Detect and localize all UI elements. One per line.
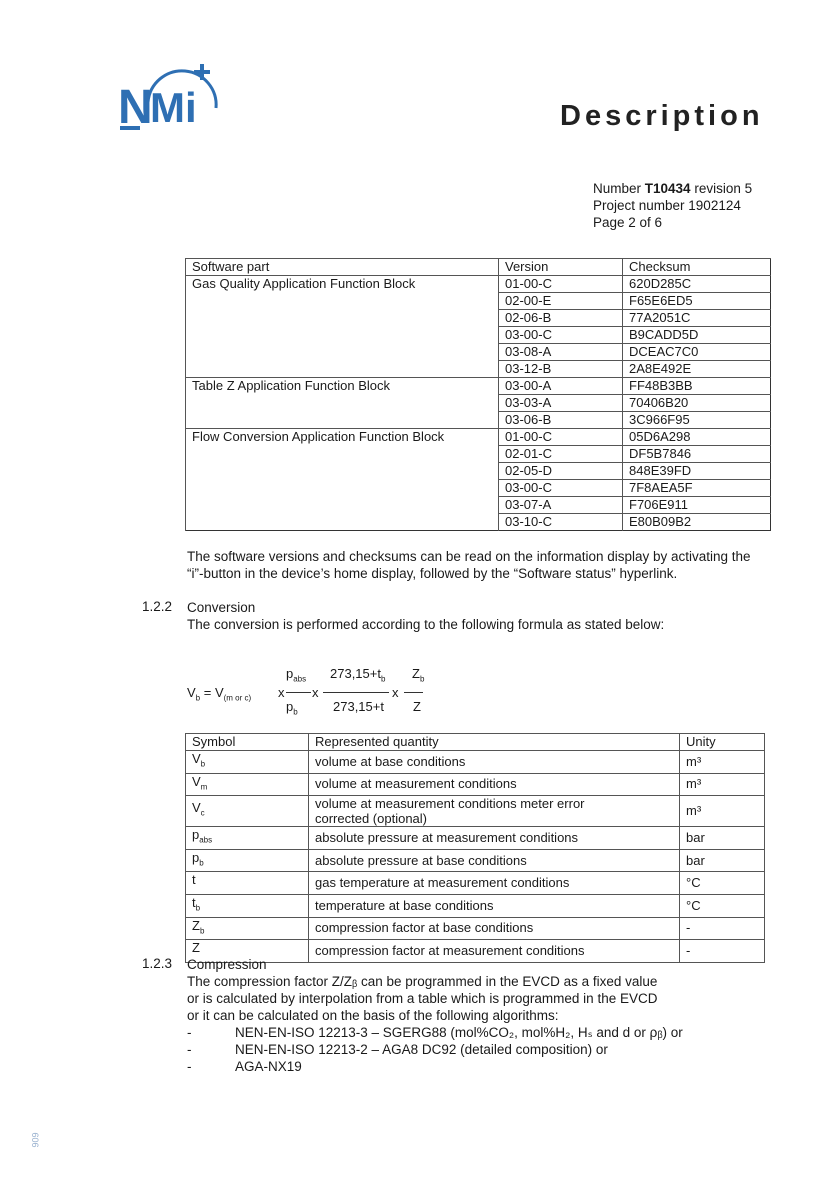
- symbol-table: [185, 733, 765, 963]
- table-row: [186, 276, 771, 293]
- version-cell: 03-00-C: [499, 480, 623, 497]
- checksum-cell: 70406B20: [623, 395, 771, 412]
- symbol-cell: $V_m$: [186, 773, 309, 796]
- table-row: [186, 872, 765, 895]
- version-cell: 02-05-D: [499, 463, 623, 480]
- table-row: [186, 894, 765, 917]
- software-part: Table Z Application Function Block: [186, 378, 499, 429]
- algorithm-list: [187, 1024, 747, 1075]
- software-note: The software versions and checksums can be read on the information display by activating the “i”-button in the device’s home display, followed by the “Software status” hyperlink.: [187, 549, 751, 581]
- checksum-cell: 848E39FD: [623, 463, 771, 480]
- table-row: [186, 429, 771, 446]
- quantity-cell: gas temperature at measurement conditions: [309, 872, 680, 895]
- quantity-cell: absolute pressure at measurement conditions: [309, 827, 680, 850]
- table-row: [186, 796, 765, 827]
- symbol-cell: $V_b$: [186, 751, 309, 774]
- unit-cell: -: [680, 940, 765, 963]
- checksum-cell: 7F8AEA5F: [623, 480, 771, 497]
- page-title: Description: [560, 100, 764, 132]
- column-header: Software part: [186, 259, 499, 276]
- quantity-cell: volume at measurement conditions: [309, 773, 680, 796]
- section-title-compression: Compression: [187, 957, 267, 972]
- conversion-text: The conversion is performed according to the following formula as stated below:: [187, 617, 665, 632]
- side-mark: 909: [30, 1132, 41, 1148]
- table-row: [186, 378, 771, 395]
- table-row: [186, 917, 765, 940]
- checksum-cell: 3C966F95: [623, 412, 771, 429]
- section-number-compression: 1.2.3: [142, 956, 173, 971]
- conversion-formula: [187, 665, 447, 715]
- section-number-conversion: 1.2.2: [142, 599, 173, 614]
- section-title-conversion: Conversion: [187, 600, 256, 615]
- version-cell: 03-00-C: [499, 327, 623, 344]
- logo-letters-mi: Mi: [150, 84, 197, 131]
- document-meta: [593, 180, 752, 231]
- logo-letter-n: N: [118, 81, 151, 134]
- checksum-cell: B9CADD5D: [623, 327, 771, 344]
- version-cell: 02-01-C: [499, 446, 623, 463]
- checksum-cell: DCEAC7C0: [623, 344, 771, 361]
- table-row: [186, 773, 765, 796]
- column-header: Unity: [680, 734, 765, 751]
- unit-cell: °C: [680, 894, 765, 917]
- unit-cell: bar: [680, 849, 765, 872]
- checksum-cell: E80B09B2: [623, 514, 771, 531]
- software-part: Gas Quality Application Function Block: [186, 276, 499, 378]
- revision: revision 5: [694, 181, 753, 196]
- table-header-row: [186, 259, 771, 276]
- formula-lhs: $V_b = V_{(m or c)}$: [187, 685, 252, 703]
- version-cell: 03-12-B: [499, 361, 623, 378]
- software-table: [185, 258, 771, 531]
- quantity-cell: temperature at base conditions: [309, 894, 680, 917]
- quantity-cell: volume at base conditions: [309, 751, 680, 774]
- formula-times-1: x: [278, 685, 285, 700]
- version-cell: 03-07-A: [499, 497, 623, 514]
- formula-denominator-2: 273,15+t: [333, 699, 384, 714]
- unit-cell: m³: [680, 796, 765, 827]
- checksum-cell: 620D285C: [623, 276, 771, 293]
- unit-cell: m³: [680, 751, 765, 774]
- version-cell: 01-00-C: [499, 276, 623, 293]
- list-item: - NEN-EN-ISO 12213-3 – SGERG88 (mol%CO₂, mol%H₂, Hₛ and d or ρᵦ) or: [187, 1025, 683, 1040]
- unit-cell: m³: [680, 773, 765, 796]
- formula-denominator-3: Z: [413, 699, 421, 714]
- formula-numerator-1: $p_{abs}$: [286, 666, 307, 684]
- formula-numerator-2: $273,15+t_b$: [330, 666, 386, 684]
- quantity-cell: compression factor at base conditions: [309, 917, 680, 940]
- column-header: Version: [499, 259, 623, 276]
- checksum-cell: FF48B3BB: [623, 378, 771, 395]
- formula-numerator-3: $Z_b$: [412, 666, 425, 684]
- page-number: Page 2 of 6: [593, 215, 663, 230]
- table-row: [186, 940, 765, 963]
- number-label: Number: [593, 181, 642, 196]
- list-item: - AGA-NX19: [187, 1059, 302, 1074]
- symbol-cell: $p_{abs}$: [186, 827, 309, 850]
- version-cell: 02-00-E: [499, 293, 623, 310]
- software-part: Flow Conversion Application Function Block: [186, 429, 499, 531]
- symbol-cell: Z: [186, 940, 309, 963]
- column-header: Symbol: [186, 734, 309, 751]
- version-cell: 02-06-B: [499, 310, 623, 327]
- version-cell: 03-00-A: [499, 378, 623, 395]
- symbol-cell: $t_b$: [186, 894, 309, 917]
- list-item: - NEN-EN-ISO 12213-2 – AGA8 DC92 (detailed composition) or: [187, 1042, 608, 1057]
- checksum-cell: 05D6A298: [623, 429, 771, 446]
- version-cell: 03-10-C: [499, 514, 623, 531]
- formula-times-3: x: [392, 685, 399, 700]
- checksum-cell: F65E6ED5: [623, 293, 771, 310]
- table-row: [186, 849, 765, 872]
- compression-text: The compression factor Z/Zᵦ can be programmed in the EVCD as a fixed value or is calculated by interpolation from a table which is programmed in the EVCD or it can be calculated on the basis of the following algorithms:: [187, 974, 658, 1023]
- column-header: Checksum: [623, 259, 771, 276]
- version-cell: 03-03-A: [499, 395, 623, 412]
- project-number: Project number 1902124: [593, 198, 741, 213]
- unit-cell: bar: [680, 827, 765, 850]
- unit-cell: °C: [680, 872, 765, 895]
- formula-times-2: x: [312, 685, 319, 700]
- quantity-cell: compression factor at measurement conditions: [309, 940, 680, 963]
- symbol-cell: t: [186, 872, 309, 895]
- checksum-cell: 2A8E492E: [623, 361, 771, 378]
- checksum-cell: F706E911: [623, 497, 771, 514]
- version-cell: 03-08-A: [499, 344, 623, 361]
- table-row: [186, 827, 765, 850]
- quantity-cell: volume at measurement conditions meter error corrected (optional): [309, 796, 680, 827]
- symbol-cell: $p_b$: [186, 849, 309, 872]
- column-header: Represented quantity: [309, 734, 680, 751]
- unit-cell: -: [680, 917, 765, 940]
- formula-denominator-1: $p_b$: [286, 699, 298, 717]
- checksum-cell: 77A2051C: [623, 310, 771, 327]
- version-cell: 01-00-C: [499, 429, 623, 446]
- quantity-cell: absolute pressure at base conditions: [309, 849, 680, 872]
- symbol-cell: $Z_b$: [186, 917, 309, 940]
- table-row: [186, 751, 765, 774]
- table-header-row: [186, 734, 765, 751]
- certificate-number: T10434: [644, 181, 691, 196]
- version-cell: 03-06-B: [499, 412, 623, 429]
- checksum-cell: DF5B7846: [623, 446, 771, 463]
- symbol-cell: $V_c$: [186, 796, 309, 827]
